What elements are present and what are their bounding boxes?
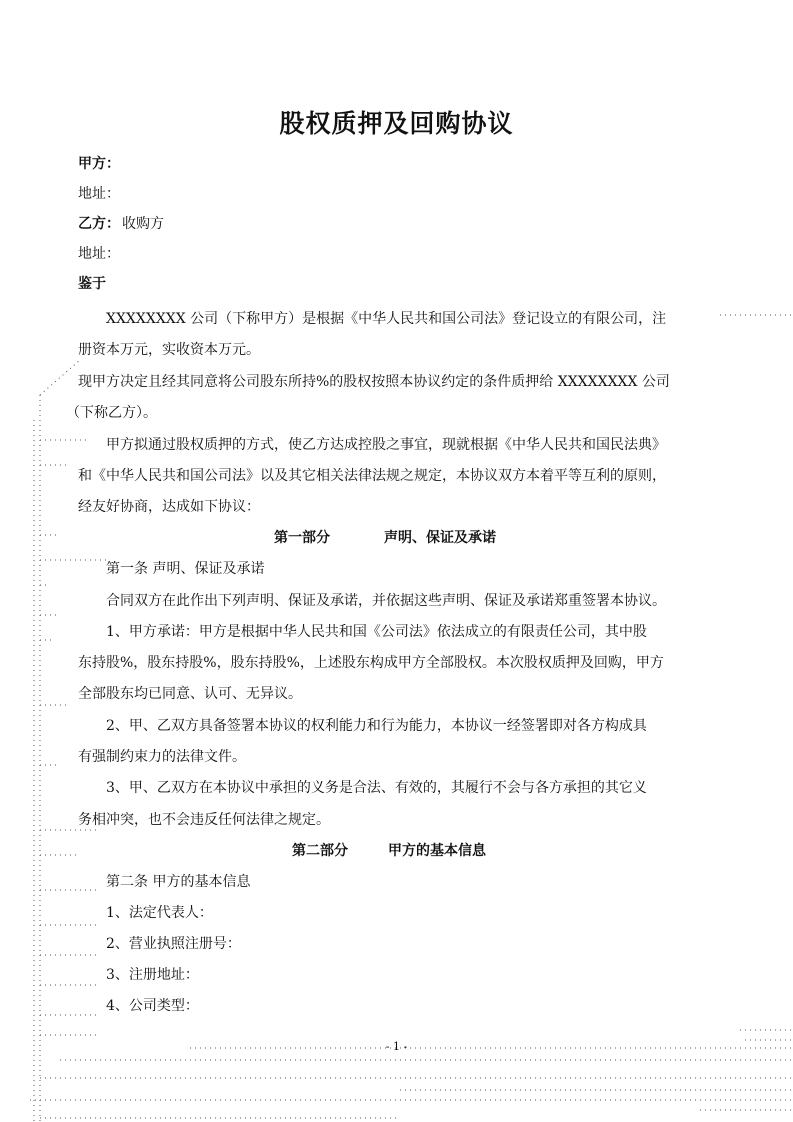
article1-item2-line1: 2、甲、乙双方具备签署本协议的权利能力和行为能力，本协议一经签署即对各方构成具 bbox=[106, 718, 647, 734]
part1-heading-number: 第一部分 bbox=[274, 530, 330, 546]
document-title: 股权质押及回购协议 bbox=[279, 109, 514, 138]
article2-item2: 2、营业执照注册号： bbox=[106, 936, 241, 952]
article2-item3: 3、注册地址： bbox=[106, 967, 199, 983]
party-a-label: 甲方： bbox=[78, 156, 120, 172]
part2-heading-number: 第二部分 bbox=[292, 843, 348, 859]
preamble-p2-line2: （下称乙方）。 bbox=[66, 405, 157, 421]
article1-item2-line2: 有强制约束力的法律文件。 bbox=[78, 749, 246, 765]
part2-heading-title: 甲方的基本信息 bbox=[388, 843, 486, 859]
preamble-p3-line1: 甲方拟通过股权质押的方式，使乙方达成控股之事宜，现就根据《中华人民共和国民法典》 bbox=[106, 437, 666, 453]
article1-item3-line1: 3、甲、乙双方在本协议中承担的义务是合法、有效的，其履行不会与各方承担的其它义 bbox=[106, 780, 647, 796]
part1-heading-title: 声明、保证及承诺 bbox=[384, 530, 496, 546]
preamble-p1-line2: 册资本万元，实收资本万元。 bbox=[78, 342, 260, 358]
party-b-value: 收购方 bbox=[122, 216, 164, 232]
address-b-label: 地址： bbox=[78, 246, 120, 262]
article1-item3-line2: 务相冲突，也不会违反任何法律之规定。 bbox=[78, 812, 330, 828]
preamble-p3-line3: 经友好协商，达成如下协议： bbox=[78, 499, 260, 515]
article1-intro: 合同双方在此作出下列声明、保证及承诺，并依据这些声明、保证及承诺郑重签署本协议。 bbox=[106, 593, 666, 609]
article1-item1-line2: 东持股%，股东持股%，股东持股%，上述股东构成甲方全部股权。本次股权质押及回购，甲方 bbox=[78, 655, 664, 671]
article2-heading: 第二条 甲方的基本信息 bbox=[106, 874, 251, 890]
preamble-p3-line2: 和《中华人民共和国公司法》以及其它相关法律法规之规定，本协议双方本着平等互利的原则， bbox=[78, 468, 666, 484]
page-number: - 1 - bbox=[385, 1040, 408, 1053]
article1-item1-line1: 1、甲方承诺：甲方是根据中华人民共和国《公司法》依法成立的有限责任公司，其中股 bbox=[106, 624, 647, 640]
article1-item1-line3: 全部股东均已同意、认可、无异议。 bbox=[78, 686, 302, 702]
article2-item4: 4、公司类型： bbox=[106, 998, 199, 1014]
preamble-p1-line1: XXXXXXXX 公司（下称甲方）是根据《中华人民共和国公司法》登记设立的有限公司，注 bbox=[106, 311, 667, 327]
address-a-label: 地址： bbox=[78, 186, 120, 202]
party-b-label: 乙方： bbox=[78, 216, 120, 232]
preamble-p2-line1: 现甲方决定且经其同意将公司股东所持%的股权按照本协议约定的条件质押给 XXXXXXXX 公司 bbox=[78, 374, 670, 390]
whereas-label: 鉴于 bbox=[78, 276, 106, 292]
article2-item1: 1、法定代表人： bbox=[106, 905, 213, 921]
article1-heading: 第一条 声明、保证及承诺 bbox=[106, 561, 265, 577]
